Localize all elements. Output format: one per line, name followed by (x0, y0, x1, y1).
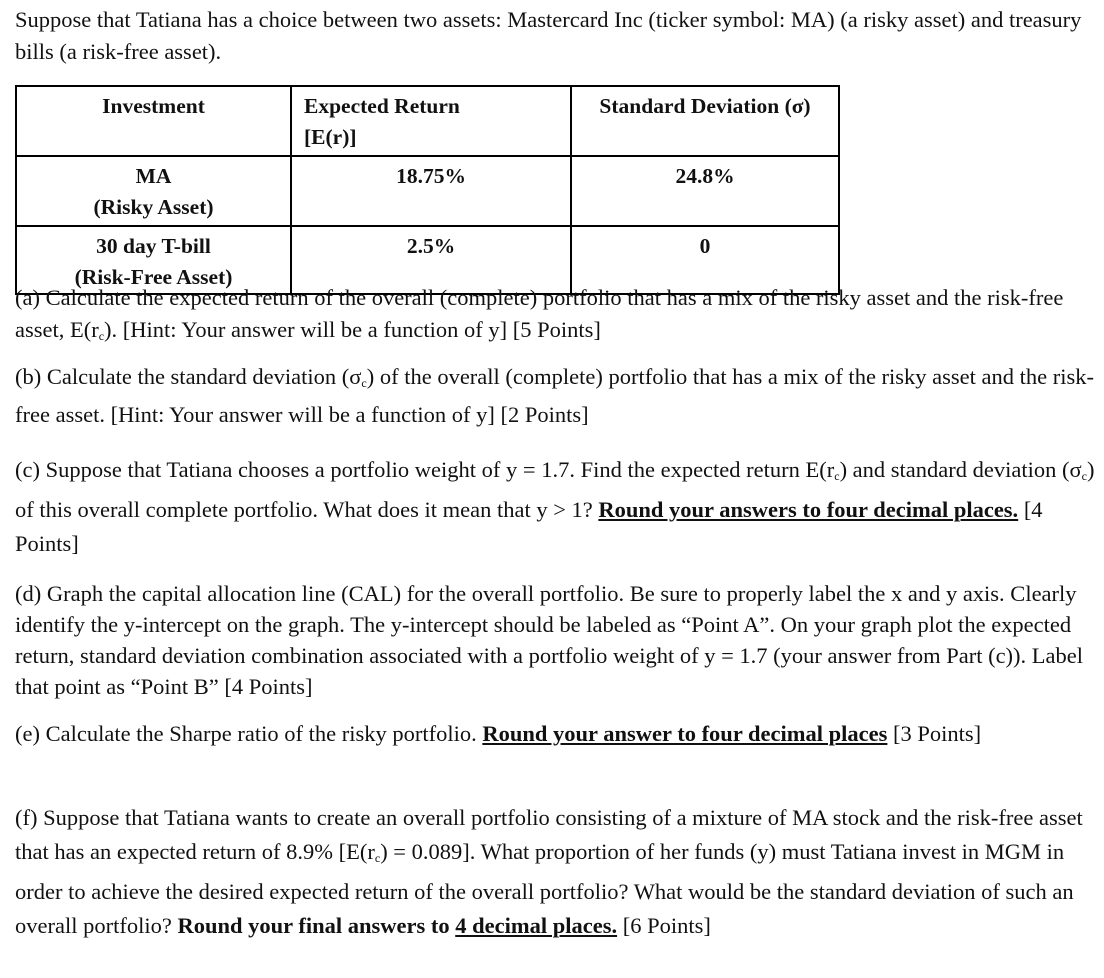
asset-desc: (Risk-Free Asset) (74, 265, 233, 289)
std-dev-value: 24.8% (571, 156, 839, 226)
header-investment: Investment (16, 86, 291, 156)
expected-return-value: 2.5% (291, 226, 571, 294)
header-expected-return-line1: Expected Return (304, 94, 460, 118)
header-expected-return (291, 86, 571, 156)
question-a (15, 282, 1095, 352)
question-b-text-end: ) of the overall (complete) portfolio that has a mix of the risky asset and the risk-free asset. [Hint: Your answer will be a function of y] [2 Points] (15, 364, 1095, 427)
expected-return-value: 18.75% (291, 156, 571, 226)
asset-name: 30 day T-bill (96, 234, 211, 258)
asset-name: MA (135, 164, 172, 188)
assets-table (15, 85, 840, 295)
std-dev-value: 0 (571, 226, 839, 294)
question-c-text: (c) Suppose that Tatiana chooses a portfolio weight of y = 1.7. Find the expected return E(r (15, 457, 835, 482)
question-c-text-mid2: ) of this overall complete portfolio. What does it mean that y > 1? (15, 457, 1095, 522)
question-e-text: (e) Calculate the Sharpe ratio of the risky portfolio. (15, 721, 483, 746)
rounding-instruction-emphasis: 4 decimal places. (455, 913, 618, 938)
asset-desc: (Risky Asset) (93, 195, 214, 219)
question-f-text: (f) Suppose that Tatiana wants to create an overall portfolio consisting of a mixture of MA stock and the risk-free asset that has an expected return of 8.9% [E(r (15, 805, 1083, 864)
header-std-dev: Standard Deviation (σ) (571, 86, 839, 156)
question-c-text-mid: ) and standard deviation (σ (839, 457, 1082, 482)
table-row (16, 156, 839, 226)
question-d: (d) Graph the capital allocation line (CAL) for the overall portfolio. Be sure to properly label the x and y axis. Clearly identify the y-intercept on the graph. The y-intercept should be labeled as “Point A”. On your graph plot the expected return, standard deviation combination associated with a portfolio weight of y = 1.7 (your answer from Part (c)). Label that point as “Point B” [4 Points] (15, 581, 1084, 699)
subscript: c (98, 329, 105, 343)
header-expected-return-line2: [E(r)] (304, 125, 357, 149)
asset-cell (16, 156, 291, 226)
rounding-instruction: Round your answers to four decimal places. (598, 497, 1019, 522)
question-f-points: [6 Points] (617, 913, 711, 938)
subscript: c (1081, 469, 1087, 483)
question-f-text-mid: ) = 0.089]. What proportion of her funds (y) must Tatiana invest in MGM in order to achieve the desired expected return of the overall portfolio? What would be the standard deviation of such an overall portfolio? (15, 839, 1074, 938)
question-e (15, 718, 1095, 749)
question-c (15, 453, 1095, 561)
intro-paragraph: Suppose that Tatiana has a choice between two assets: Mastercard Inc (ticker symbol: MA) (a risky asset) and treasury bills (a risk-free asset). (15, 7, 1082, 64)
question-f (15, 801, 1095, 943)
rounding-instruction: Round your answer to four decimal places (482, 721, 888, 746)
question-c-points: [4 Points] (15, 497, 1043, 556)
subscript: c (374, 851, 381, 865)
question-a-text-end: ). [Hint: Your answer will be a function of y] [5 Points] (104, 317, 601, 342)
question-e-points: [3 Points] (887, 721, 982, 746)
subscript: c (834, 469, 840, 483)
question-b (15, 361, 1095, 431)
table-header-row (16, 86, 839, 156)
question-a-text: (a) Calculate the expected return of the overall (complete) portfolio that has a mix of the risky asset and the risk-free asset, E(r (15, 285, 1064, 342)
question-b-text: (b) Calculate the standard deviation (σ (15, 364, 362, 389)
rounding-instruction: Round your final answers to (177, 913, 456, 938)
subscript: c (361, 376, 367, 390)
